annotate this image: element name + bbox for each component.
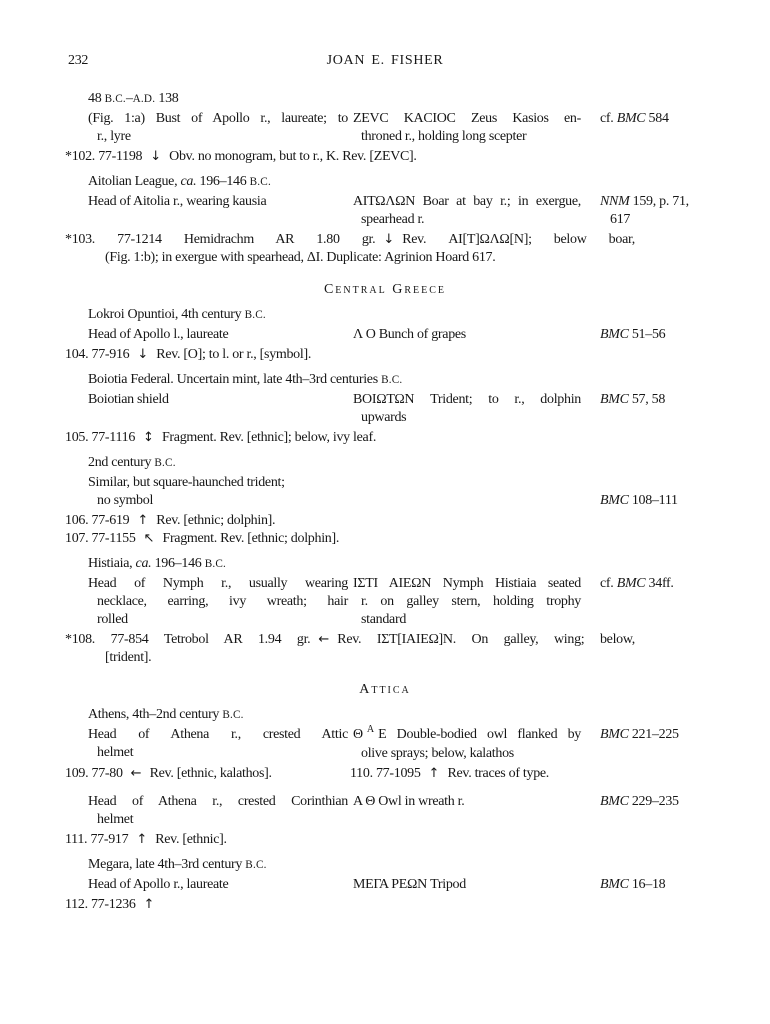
die-axis-arrow-icon: ↓ bbox=[137, 347, 149, 362]
catalog-reference bbox=[586, 391, 706, 427]
text-line: BMC 229–235 bbox=[600, 794, 679, 809]
catalog-reference bbox=[586, 793, 706, 829]
obverse-description bbox=[88, 726, 348, 763]
superscript-letter: A bbox=[366, 723, 375, 735]
catalog-reference bbox=[586, 474, 706, 510]
text-line: 105. 77-1116 ↕ Fragment. Rev. [ethnic]; below, ivy leaf. bbox=[65, 430, 377, 445]
catalog-reference bbox=[586, 110, 706, 146]
entry-note bbox=[65, 429, 635, 447]
text-line: 111. 77-917 ↑ Rev. [ethnic]. bbox=[65, 832, 227, 847]
group-intro-line: Megara, late 4th–3rd century B.C. bbox=[88, 857, 267, 872]
die-axis-arrow-icon: ↑ bbox=[137, 513, 149, 528]
text-line: Head of Apollo r., laureate bbox=[88, 877, 229, 892]
text-line: cf. BMC 584 bbox=[600, 111, 669, 126]
entry-note: 110. 77-1095 ↑ Rev. traces of type. bbox=[350, 766, 550, 781]
text-line: ΒΟΙΩΤΩΝ Trident; to r., dolphin bbox=[353, 392, 581, 407]
entry-note bbox=[65, 231, 635, 267]
entry-note bbox=[65, 530, 635, 548]
die-axis-arrow-icon: ↓ bbox=[383, 232, 395, 247]
text-line: BMC 51–56 bbox=[600, 327, 666, 342]
italic-reference: ca. bbox=[135, 556, 152, 571]
reverse-description bbox=[353, 723, 581, 763]
section-heading: Attica bbox=[359, 682, 411, 697]
obverse-description bbox=[88, 110, 348, 146]
obverse-description bbox=[88, 326, 348, 344]
text-line: *102. 77-1198 ↓ Obv. no monogram, but to r., K. Rev. [ZEVC]. bbox=[65, 149, 417, 164]
text-line: *103. 77-1214 Hemidrachm AR 1.80 gr. ↓ Rev. ΑΙ[Τ]ΩΛΩ[Ν]; below boar, bbox=[65, 232, 636, 247]
catalog-reference bbox=[586, 575, 706, 629]
text-line: olive sprays; below, kalathos bbox=[361, 746, 514, 761]
obverse-description bbox=[88, 876, 348, 894]
text-line: Λ Ο Bunch of grapes bbox=[353, 327, 466, 342]
group-intro-line: Boiotia Federal. Uncertain mint, late 4th–3rd centuries B.C. bbox=[88, 372, 403, 387]
group-intro-line: Aitolian League, ca. 196–146 B.C. bbox=[88, 174, 271, 189]
reverse-description bbox=[353, 793, 581, 829]
entry-note: 109. 77-80 ← Rev. [ethnic, kalathos]. bbox=[65, 766, 272, 781]
text-line: helmet bbox=[97, 745, 134, 760]
obverse-description bbox=[88, 193, 348, 229]
obverse-description bbox=[88, 793, 348, 829]
text-line bbox=[600, 474, 706, 492]
italic-reference: BMC bbox=[600, 392, 629, 407]
italic-reference: BMC bbox=[600, 877, 629, 892]
text-line: cf. BMC 34ff. bbox=[600, 576, 674, 591]
text-line: 112. 77-1236 ↑ bbox=[65, 897, 155, 912]
italic-reference: BMC bbox=[616, 111, 646, 126]
coin-entry-row bbox=[88, 575, 705, 629]
italic-reference: BMC bbox=[600, 327, 629, 342]
catalog-reference bbox=[586, 726, 706, 763]
text-line: 107. 77-1155 ↖ Fragment. Rev. [ethnic; dolphin]. bbox=[65, 531, 340, 546]
die-axis-arrow-icon: ← bbox=[130, 766, 142, 781]
text-line: ΙΣΤΙ ΑΙΕΩΝ Nymph Histiaia seated bbox=[353, 576, 581, 591]
small-caps-era: B.C. bbox=[381, 374, 403, 386]
reverse-description bbox=[353, 326, 581, 344]
text-line: Head of Athena r., crested Attic bbox=[88, 727, 348, 742]
die-axis-arrow-icon: ↖ bbox=[143, 531, 155, 546]
obverse-description bbox=[88, 391, 348, 427]
text-line: Α Θ Owl in wreath r. bbox=[353, 794, 465, 809]
text-line: Head of Apollo l., laureate bbox=[88, 327, 229, 342]
text-line: (Fig. 1:a) Bust of Apollo r., laureate; to bbox=[88, 111, 348, 126]
reverse-description bbox=[353, 474, 581, 510]
coin-entry-row bbox=[88, 876, 705, 894]
die-axis-arrow-icon: ↑ bbox=[143, 897, 155, 912]
coin-entry-row bbox=[88, 793, 705, 829]
die-axis-arrow-icon: ↕ bbox=[143, 430, 154, 445]
entry-note bbox=[65, 148, 635, 166]
reverse-description bbox=[353, 391, 581, 427]
text-line: (Fig. 1:b); in exergue with spearhead, ΔΙ. Duplicate: Agrinion Hoard 617. bbox=[105, 250, 496, 265]
section-heading: Central Greece bbox=[323, 282, 447, 297]
text-line: 106. 77-619 ↑ Rev. [ethnic; dolphin]. bbox=[65, 513, 276, 528]
text-line: ZEVC KACIOC Zeus Kasios en- bbox=[353, 111, 581, 126]
coin-entry-row bbox=[88, 193, 705, 229]
small-caps-era: B.C. bbox=[249, 176, 271, 188]
small-caps-era: B.C. bbox=[245, 859, 267, 871]
die-axis-arrow-icon: ↓ bbox=[150, 149, 162, 164]
group-intro-line: Histiaia, ca. 196–146 B.C. bbox=[88, 556, 227, 571]
italic-reference: BMC bbox=[616, 576, 646, 591]
obverse-description bbox=[88, 575, 348, 629]
coin-entry-row bbox=[88, 474, 705, 510]
reverse-description bbox=[353, 110, 581, 146]
text-line: upwards bbox=[361, 410, 407, 425]
coin-entry-row bbox=[88, 110, 705, 146]
text-line: Θ $^A$ E Double-bodied owl flanked by bbox=[353, 723, 581, 742]
text-line: r., lyre bbox=[97, 129, 131, 144]
reverse-description bbox=[353, 575, 581, 629]
group-intro-line: Athens, 4th–2nd century B.C. bbox=[88, 707, 244, 722]
text-line: Similar, but square-haunched trident; bbox=[88, 475, 285, 490]
text-line: spearhead r. bbox=[361, 212, 425, 227]
text-line: throned r., holding long scepter bbox=[361, 129, 527, 144]
text-line: r. on galley stern, holding trophy bbox=[361, 594, 581, 609]
text-line: necklace, earring, ivy wreath; hair bbox=[97, 594, 348, 609]
reverse-description bbox=[353, 193, 581, 229]
catalog-reference bbox=[586, 193, 706, 229]
coin-entry-row bbox=[88, 723, 705, 763]
text-line: no symbol bbox=[97, 493, 154, 508]
text-line: [trident]. bbox=[105, 650, 152, 665]
die-axis-arrow-icon: ↑ bbox=[136, 832, 148, 847]
entry-note bbox=[65, 896, 635, 914]
italic-reference: BMC bbox=[600, 794, 629, 809]
entry-note bbox=[65, 831, 635, 849]
italic-reference: NNM bbox=[600, 194, 630, 209]
text-line: Head of Aitolia r., wearing kausia bbox=[88, 194, 267, 209]
text-line: 617 bbox=[610, 212, 631, 227]
italic-reference: BMC bbox=[600, 727, 629, 742]
coin-entry-row bbox=[88, 391, 705, 427]
page-number: 232 bbox=[68, 53, 89, 68]
text-line: 104. 77-916 ↓ Rev. [O]; to l. or r., [symbol]. bbox=[65, 347, 312, 362]
text-line: Head of Nymph r., usually wearing bbox=[88, 576, 348, 591]
small-caps-era: B.C. bbox=[104, 93, 126, 105]
obverse-description bbox=[88, 474, 348, 510]
entry-note bbox=[65, 512, 635, 530]
entry-note-pair bbox=[65, 765, 705, 783]
text-line: ΜΕΓΑ ΡΕΩΝ Tripod bbox=[353, 877, 466, 892]
text-line: Head of Athena r., crested Corinthian bbox=[88, 794, 348, 809]
entry-note bbox=[65, 631, 635, 667]
group-intro-line: Lokroi Opuntioi, 4th century B.C. bbox=[88, 307, 266, 322]
text-line: Boiotian shield bbox=[88, 392, 169, 407]
text-line: BMC 108–111 bbox=[600, 493, 678, 508]
group-intro-line: 2nd century B.C. bbox=[88, 455, 176, 470]
die-axis-arrow-icon: ↑ bbox=[428, 766, 440, 781]
text-line: *108. 77-854 Tetrobol AR 1.94 gr. ← Rev. ΙΣΤ[ΙΑΙΕΩ]Ν. On galley, wing; below, bbox=[65, 632, 635, 647]
small-caps-era: A.D. bbox=[132, 93, 156, 105]
text-line: ΑΙΤΩΛΩΝ Boar at bay r.; in exergue, bbox=[353, 194, 581, 209]
italic-reference: ca. bbox=[180, 174, 197, 189]
die-axis-arrow-icon: ← bbox=[318, 632, 330, 647]
text-line: standard bbox=[361, 612, 407, 627]
coin-entry-row bbox=[88, 326, 705, 344]
group-intro-line: 48 B.C.–A.D. 138 bbox=[88, 91, 179, 106]
catalog-reference bbox=[586, 876, 706, 894]
text-line: BMC 16–18 bbox=[600, 877, 666, 892]
small-caps-era: B.C. bbox=[154, 457, 176, 469]
text-line: rolled bbox=[97, 612, 128, 627]
small-caps-era: B.C. bbox=[244, 309, 266, 321]
catalog-reference bbox=[586, 326, 706, 344]
small-caps-era: B.C. bbox=[204, 558, 227, 570]
text-line: BMC 57, 58 bbox=[600, 392, 666, 407]
text-line: helmet bbox=[97, 812, 134, 827]
reverse-description bbox=[353, 876, 581, 894]
text-line: NNM 159, p. 71, bbox=[600, 194, 689, 209]
page-header bbox=[65, 52, 705, 71]
entry-note bbox=[65, 346, 635, 364]
text-line: BMC 221–225 bbox=[600, 727, 679, 742]
running-head: JOAN E. FISHER bbox=[326, 53, 444, 68]
italic-reference: BMC bbox=[600, 493, 629, 508]
page-body bbox=[65, 90, 705, 914]
small-caps-era: B.C. bbox=[222, 709, 244, 721]
